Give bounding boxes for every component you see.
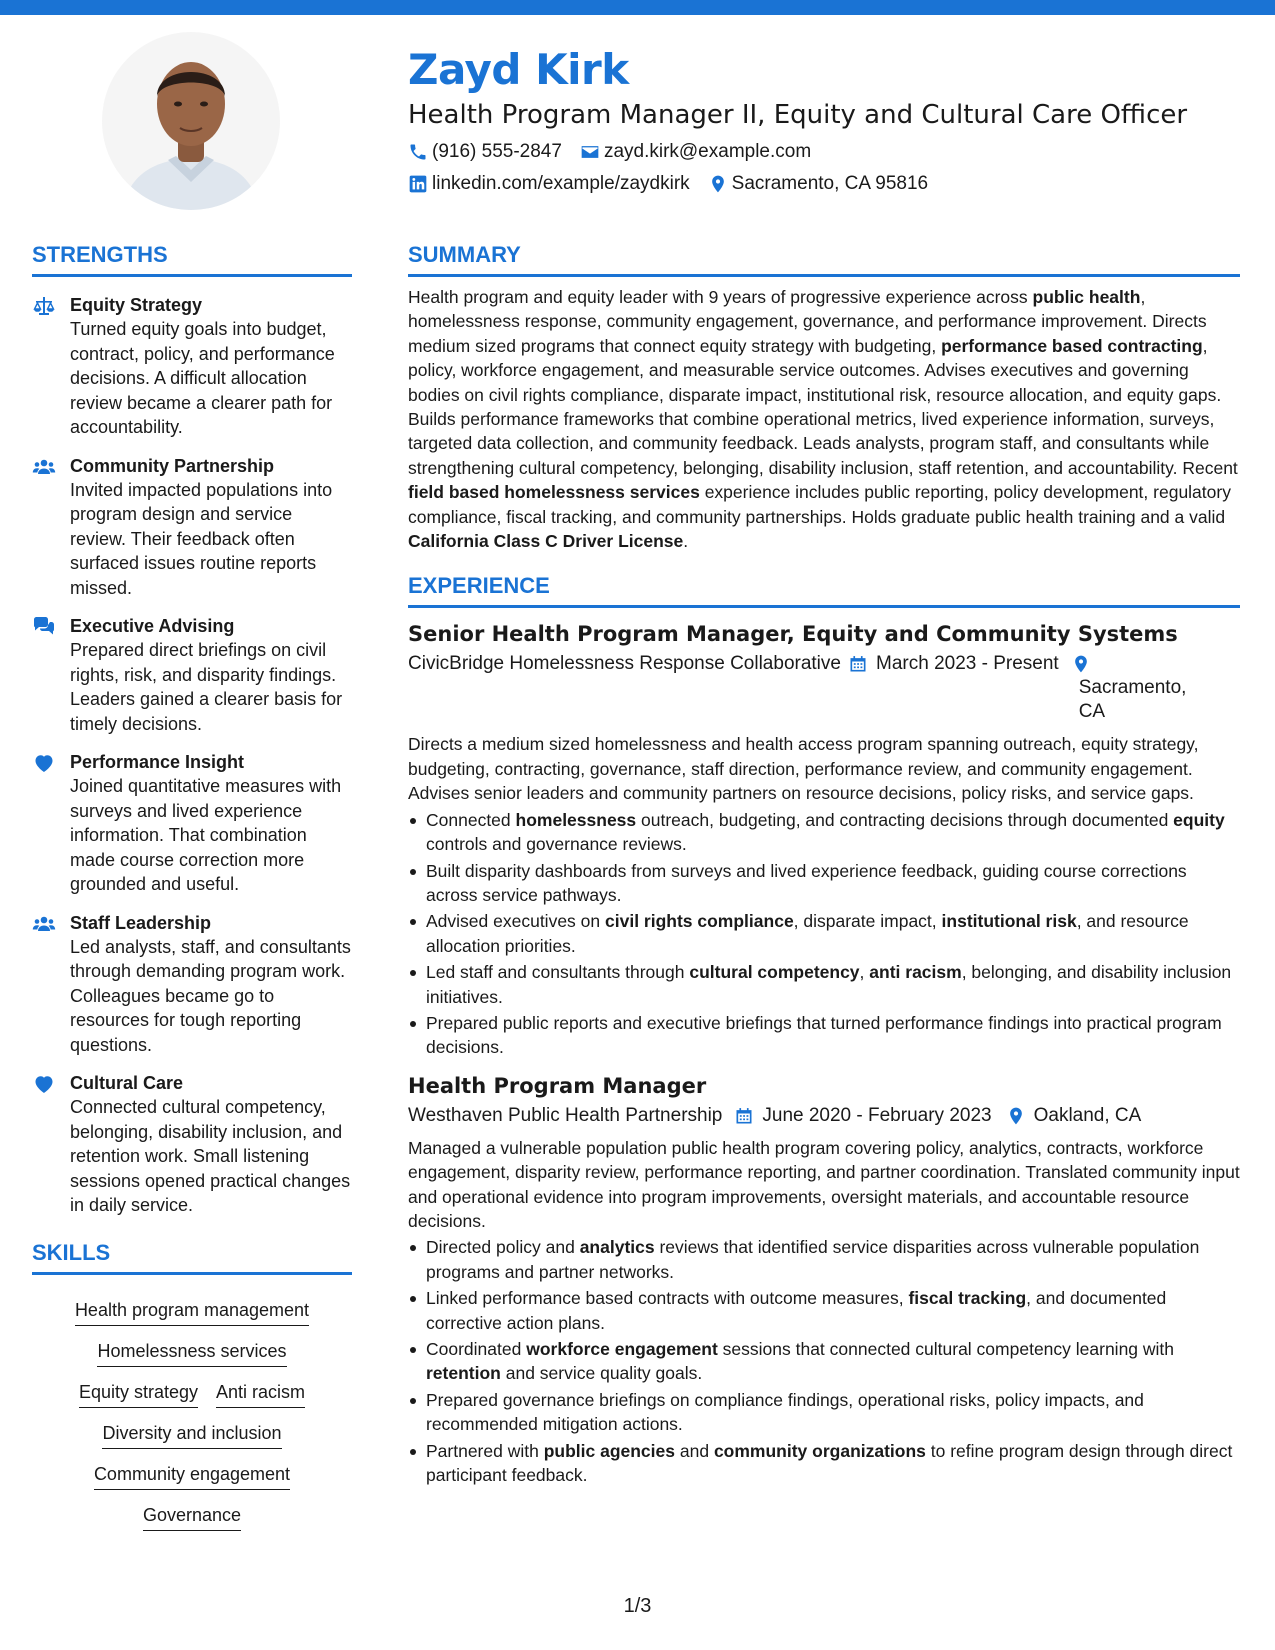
skill-tag: Community engagement (94, 1462, 290, 1490)
job-bullets (408, 808, 1240, 1060)
job-meta (408, 652, 1240, 724)
bullet-item (408, 1337, 1240, 1386)
users-icon (32, 912, 56, 936)
strength-item (32, 614, 352, 736)
left-column (32, 242, 352, 1531)
bullet-item (408, 909, 1240, 958)
job-bullets (408, 1235, 1240, 1487)
text-segment: to refine program design through direct participant feedback. (426, 1440, 1233, 1486)
job-title: Senior Health Program Manager, Equity and Community Systems (408, 622, 1178, 647)
bold-keyword: public health (1032, 287, 1141, 307)
strength-item (32, 293, 352, 440)
text-segment: Directed policy and (426, 1237, 580, 1258)
bold-keyword: performance based contracting (941, 335, 1203, 356)
person-portrait-icon (102, 32, 280, 210)
skill-tag: Diversity and inclusion (102, 1421, 281, 1449)
text-segment: Connected (426, 809, 516, 830)
bullet-item (408, 1388, 1240, 1437)
text-segment: Health program and equity leader with 9 years of progressive experience across (408, 287, 1033, 307)
bold-keyword: field based homelessness services (408, 482, 700, 503)
text-segment: Linked performance based contracts with outcome measures, (426, 1288, 909, 1309)
bold-keyword: cultural competency (689, 962, 860, 983)
job-dates: March 2023 - Present (876, 653, 1059, 675)
strength-description: Turned equity goals into budget, contract, policy, and performance decisions. A difficult allocation review became a clearer path for accountability. (70, 319, 335, 437)
text-segment: and service quality goals. (500, 1363, 703, 1384)
right-column (408, 242, 1240, 1487)
phone-icon (408, 142, 428, 162)
text-segment: , belonging, and disability inclusion initiatives. (426, 962, 1232, 1007)
skill-tag: Anti racism (216, 1380, 305, 1408)
job-meta (408, 1104, 1240, 1128)
linkedin-icon (408, 174, 428, 194)
strength-body (70, 911, 352, 1058)
bullet-item (408, 1235, 1240, 1284)
job-description: Directs a medium sized homelessness and health access program spanning outreach, equity strategy, budgeting, contracting, governance, staff direction, performance review, and community engagement. Advises senior leaders and community partners on resource decisions, policy risks, and service gaps. (408, 734, 1199, 804)
skill-row (32, 1462, 352, 1490)
bold-keyword: anti racism (869, 962, 962, 983)
resume-header (408, 44, 1248, 196)
bold-keyword: community organizations (713, 1440, 926, 1461)
map-marker-icon (708, 174, 728, 194)
text-segment: , policy, workforce engagement, and measurable service outcomes. Advises executives and governing bodies on civil rights compliance, disparate impact, institutional risk, resource allocation, and equity gaps. Builds performance frameworks that combine operational metrics, lived experience information, surveys, targeted data collection, and community feedback. Leads analysts, program staff, and consultants while strengthening cultural competency, belonging, disability inclusion, staff retention, and accountability. Recent (408, 335, 1238, 478)
strength-body (70, 293, 352, 440)
strength-item (32, 750, 352, 897)
strength-title: Community Partnership (70, 455, 275, 476)
strength-description: Joined quantitative measures with surveys and lived experience information. That combination made course correction more grounded and useful. (70, 776, 342, 894)
bullet-item (408, 1286, 1240, 1335)
bold-keyword: fiscal tracking (908, 1288, 1027, 1309)
heart-icon (32, 751, 56, 775)
strength-description: Connected cultural competency, belonging, disability inclusion, and retention work. Small listening sessions opened practical changes in daily service. (70, 1097, 351, 1215)
text-segment: Coordinated (426, 1339, 527, 1359)
strengths-list (32, 293, 352, 1218)
strength-item (32, 1071, 352, 1218)
strength-description: Led analysts, staff, and consultants through demanding program work. Colleagues became go to resources for tough reporting questions. (70, 936, 351, 1055)
page-number: 1/3 (623, 1595, 652, 1617)
job-description: Managed a vulnerable population public health program covering policy, analytics, contracts, workforce engagement, disparity review, performance reporting, and partner coordination. Translated community input and operational evidence into program improvements, oversight materials, and accountable resource decisions. (408, 1137, 1240, 1231)
skill-row (32, 1298, 352, 1326)
text-segment: controls and governance reviews. (426, 834, 687, 855)
calendar-icon (734, 1106, 754, 1126)
bullet-item (408, 960, 1240, 1009)
strength-title: Executive Advising (70, 616, 235, 636)
experience-list (408, 620, 1240, 1487)
job-location: Sacramento, CA (1078, 677, 1187, 723)
job-dates-wrap (848, 652, 1059, 724)
users-icon (32, 455, 56, 479)
balance-scale-icon (32, 294, 56, 318)
bullet-item (408, 1011, 1240, 1060)
comments-icon (32, 615, 56, 639)
bold-keyword: workforce engagement (526, 1339, 718, 1359)
linkedin-contact[interactable] (408, 172, 690, 196)
strength-item (32, 911, 352, 1058)
strength-title: Cultural Care (70, 1073, 184, 1093)
job-title: Health Program Manager (408, 1073, 707, 1098)
text-segment: , homelessness response, community engagement, governance, and performance improvement. Directs medium sized programs that connect equity strategy with budgeting, (408, 287, 1207, 356)
bold-keyword: institutional risk (941, 911, 1077, 932)
calendar-icon (848, 654, 868, 674)
job-location: Oakland, CA (1033, 1104, 1142, 1126)
bullet-item (408, 859, 1240, 908)
skill-tag: Governance (143, 1503, 241, 1531)
phone-contact[interactable] (408, 140, 562, 164)
strength-description: Invited impacted populations into program design and service review. Their feedback often surfaced issues routine reports missed. (70, 479, 333, 598)
skill-tag: Health program management (75, 1298, 309, 1326)
skill-tag: Equity strategy (79, 1380, 198, 1408)
job-entry (408, 1072, 1240, 1488)
summary-paragraph (408, 285, 1240, 553)
strength-body (70, 1071, 352, 1218)
location-text: Sacramento, CA 95816 (731, 173, 929, 194)
strengths-heading: STRENGTHS (32, 242, 352, 277)
text-segment: Advised executives on (426, 911, 605, 932)
bold-keyword: homelessness (515, 809, 637, 830)
envelope-icon (580, 142, 600, 162)
bold-keyword: California Class C Driver License (408, 531, 684, 552)
phone-text: (916) 555-2847 (432, 141, 562, 162)
text-segment: outreach, budgeting, and contracting decisions through documented (636, 809, 1174, 830)
text-segment: experience includes public reporting, policy development, regulatory compliance, fiscal tracking, and community partnerships. Holds graduate public health training and a valid (408, 482, 1231, 527)
job-dates-wrap (734, 1104, 991, 1128)
contact-row-2 (408, 172, 1248, 196)
text-segment: , (859, 962, 870, 983)
strength-title: Equity Strategy (70, 295, 203, 315)
text-segment: sessions that connected cultural competency learning with (717, 1339, 1175, 1359)
job-organization: Westhaven Public Health Partnership (408, 1104, 723, 1126)
candidate-title: Health Program Manager II, Equity and Cultural Care Officer (408, 100, 1188, 130)
bold-keyword: civil rights compliance (605, 911, 794, 932)
profile-photo (102, 32, 280, 210)
text-segment: Partnered with (426, 1440, 544, 1461)
strength-title: Staff Leadership (70, 912, 212, 933)
skills-heading: SKILLS (32, 1240, 352, 1275)
candidate-name: Zayd Kirk (408, 45, 629, 94)
strength-item (32, 454, 352, 601)
map-marker-icon (1006, 1106, 1026, 1126)
email-contact[interactable] (580, 140, 811, 164)
text-segment: Built disparity dashboards from surveys and lived experience feedback, guiding course corrections across service pathways. (426, 860, 1187, 905)
text-segment: reviews that identified service disparities across vulnerable population programs and partner networks. (426, 1237, 1200, 1282)
skill-row (32, 1503, 352, 1531)
email-text: zayd.kirk@example.com (603, 141, 812, 162)
text-segment: , and documented corrective action plans. (426, 1288, 1167, 1333)
strength-title: Performance Insight (70, 752, 245, 772)
bold-keyword: public agencies (543, 1440, 675, 1461)
skill-row (32, 1339, 352, 1367)
bold-keyword: analytics (579, 1237, 655, 1258)
bold-keyword: retention (426, 1363, 501, 1384)
linkedin-text: linkedin.com/example/zaydkirk (432, 173, 690, 194)
strength-body (70, 454, 352, 601)
skill-row (32, 1421, 352, 1449)
text-segment: and (675, 1440, 714, 1461)
contact-row-1 (408, 140, 1248, 164)
job-location-wrap (1071, 652, 1193, 724)
map-marker-icon (1071, 654, 1091, 674)
skill-row (32, 1380, 352, 1408)
skill-tag: Homelessness services (97, 1339, 286, 1367)
text-segment: Prepared public reports and executive briefings that turned performance findings into practical program decisions. (426, 1012, 1222, 1058)
text-segment: Prepared governance briefings on compliance findings, operational risks, policy impacts, and recommended mitigation actions. (426, 1389, 1144, 1435)
text-segment: Led staff and consultants through (426, 962, 690, 983)
bullet-item (408, 808, 1240, 857)
strength-description: Prepared direct briefings on civil rights, risk, and disparity findings. Leaders gained a clearer basis for timely decisions. (70, 640, 343, 734)
strength-body (70, 750, 352, 897)
bullet-item (408, 1439, 1240, 1488)
strength-body (70, 614, 352, 736)
job-dates: June 2020 - February 2023 (762, 1104, 992, 1126)
text-segment: , and resource allocation priorities. (426, 911, 1189, 956)
job-organization: CivicBridge Homelessness Response Collaborative (408, 653, 841, 675)
experience-heading: EXPERIENCE (408, 573, 1240, 608)
job-location-wrap (1006, 1104, 1142, 1128)
text-segment: , disparate impact, (793, 911, 942, 932)
skills-list (32, 1275, 352, 1531)
heart-icon (32, 1072, 56, 1096)
summary-heading: SUMMARY (408, 242, 1240, 277)
bold-keyword: equity (1173, 809, 1225, 830)
top-accent-bar (0, 0, 1275, 15)
text-segment: . (683, 531, 689, 552)
job-entry (408, 620, 1240, 1059)
location-contact (708, 172, 928, 196)
